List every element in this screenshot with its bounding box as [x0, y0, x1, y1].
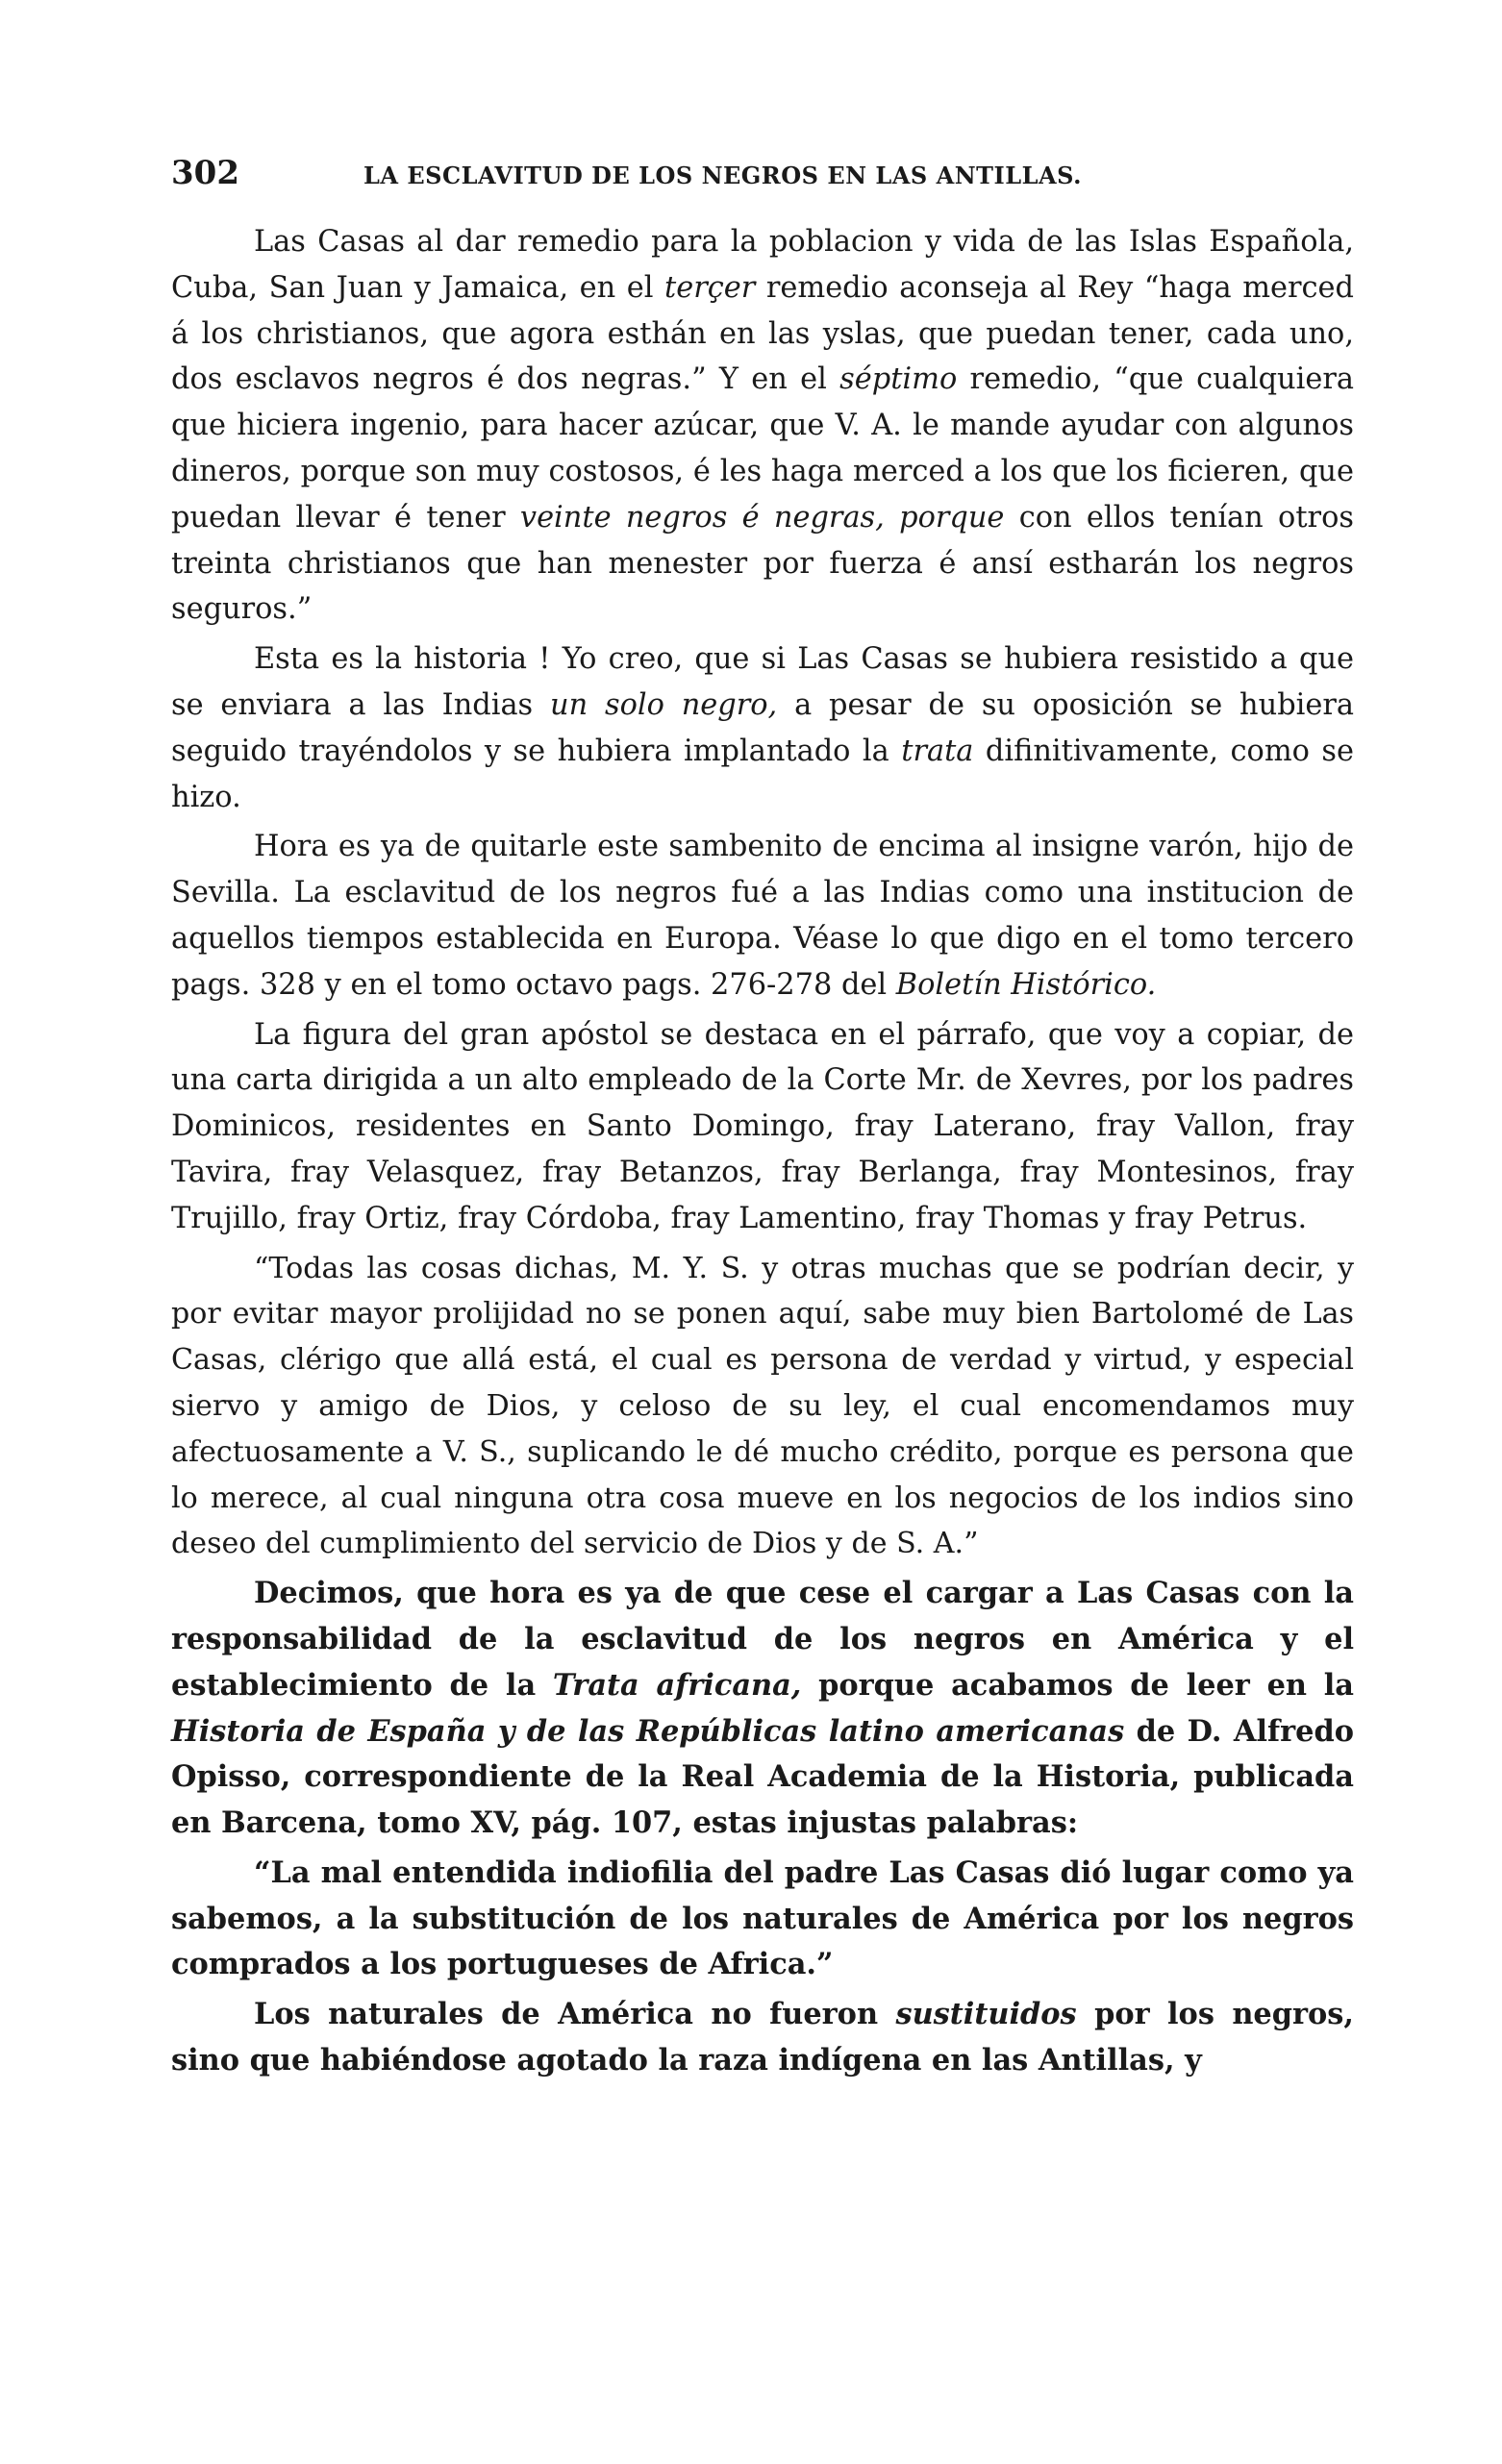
- italic-segment: veinte negros é negras, porque: [519, 500, 1005, 535]
- text-segment: Los naturales de América no fueron: [254, 1997, 896, 2032]
- italic-segment: terçer: [664, 270, 756, 305]
- text-segment: “Todas las cosas dichas, M. Y. S. y otras muchas que se podrían decir, y por evitar mayor prolijidad no se ponen aquí, sabe muy bien Bartolomé de Las Casas, clérigo que allá está, el cual es persona de verdad y virtud, y especial siervo y amigo de Dios, y celoso de su ley, el cual encomendamos muy afectuosamente a V. S., suplicando le dé mucho crédito, porque es persona que lo merece, al cual ninguna otra cosa mueve en los negocios de los indios sino deseo del cumplimiento del servicio de Dios y de S. A.”: [171, 1251, 1354, 1561]
- italic-segment: Boletín Histórico.: [895, 967, 1157, 1002]
- text-segment: por los negros, sino que habiéndose agotado la raza indígena en las Antillas, y: [171, 1997, 1354, 2078]
- text-segment: remedio aconseja al Rey “haga merced á los christianos, que agora esthán en las yslas, que puedan tener, cada uno, dos esclavos negros é dos negras.” Y en el: [171, 270, 1354, 397]
- paragraph-letter-quote: [171, 1246, 1354, 1568]
- text-segment: Esta es la historia ! Yo creo, que si Las Casas se hubiera resistido a que se enviara a las Indias: [171, 642, 1354, 722]
- text-segment: “La mal entendida indiofilia del padre Las Casas dió lugar como ya sabemos, a la substitución de los naturales de América por los negros comprados a los portugueses de Africa.”: [171, 1854, 1354, 1982]
- text-segment: Decimos, que hora es ya de que cese el cargar a Las Casas con la responsabilidad de la esclavitud de los negros en América y el establecimiento de la: [171, 1576, 1354, 1703]
- paragraph-sambenito: [171, 824, 1354, 1008]
- body-text: [171, 219, 1354, 2084]
- paragraph-naturales: [171, 1992, 1354, 2084]
- text-segment: remedio, “que cualquiera que hiciera ingenio, para hacer azúcar, que V. A. le mande ayudar con algunos dineros, porque son muy costosos, é les haga merced a los que los ficieren, que puedan llevar é tener: [171, 362, 1354, 535]
- paragraph-opisso-quote: [171, 1851, 1354, 1988]
- italic-segment: trata: [901, 734, 974, 768]
- text-segment: Hora es ya de quitarle este sambenito de encima al insigne varón, hijo de Sevilla. La esclavitud de los negros fué a las Indias como una institucion de aquellos tiempos establecida en Europa. Véase lo que digo en el tomo tercero pags. 328 y en el tomo octavo pags. 276-278 del: [171, 830, 1354, 1002]
- italic-segment: Trata africana,: [552, 1667, 802, 1703]
- page-number: 302: [171, 154, 239, 192]
- italic-segment: un solo negro,: [550, 687, 778, 722]
- italic-segment: Historia de España y de las Repúblicas latino americanas: [171, 1713, 1125, 1749]
- paragraph-figura-del-apostol: [171, 1012, 1354, 1242]
- page-header: [171, 154, 1354, 192]
- text-segment: de D. Alfredo Opisso, correspondiente de la Real Academia de la Historia, publicada en Barcena, tomo XV, pág. 107, estas injustas palabras:: [171, 1713, 1354, 1841]
- text-segment: con ellos tenían otros treinta christianos que han menester por fuerza é ansí estharán los negros seguros.”: [171, 500, 1354, 627]
- text-segment: Las Casas al dar remedio para la poblacion y vida de las Islas Española, Cuba, San Juan y Jamaica, en el: [171, 225, 1354, 305]
- italic-segment: séptimo: [839, 362, 958, 397]
- running-title: LA ESCLAVITUD DE LOS NEGROS EN LAS ANTILLAS.: [363, 162, 1082, 189]
- text-segment: a pesar de su oposición se hubiera seguido trayéndolos y se hubiera implantado la: [171, 687, 1354, 768]
- paragraph-decimos: [171, 1571, 1354, 1847]
- paragraph-esta-es-la-historia: [171, 636, 1354, 820]
- text-segment: La figura del gran apóstol se destaca en el párrafo, que voy a copiar, de una carta dirigida a un alto empleado de la Corte Mr. de Xevres, por los padres Dominicos, residentes en Santo Domingo, fray Laterano, fray Vallon, fray Tavira, fray Velasquez, fray Betanzos, fray Berlanga, fray Montesinos, fray Trujillo, fray Ortiz, fray Córdoba, fray Lamentino, fray Thomas y fray Petrus.: [171, 1017, 1354, 1235]
- italic-segment: sustituidos: [895, 1997, 1077, 2032]
- text-segment: difinitivamente, como se hizo.: [171, 734, 1354, 814]
- text-segment: porque acabamos de leer en la: [801, 1667, 1354, 1703]
- paragraph-las-casas-remedies: [171, 219, 1354, 633]
